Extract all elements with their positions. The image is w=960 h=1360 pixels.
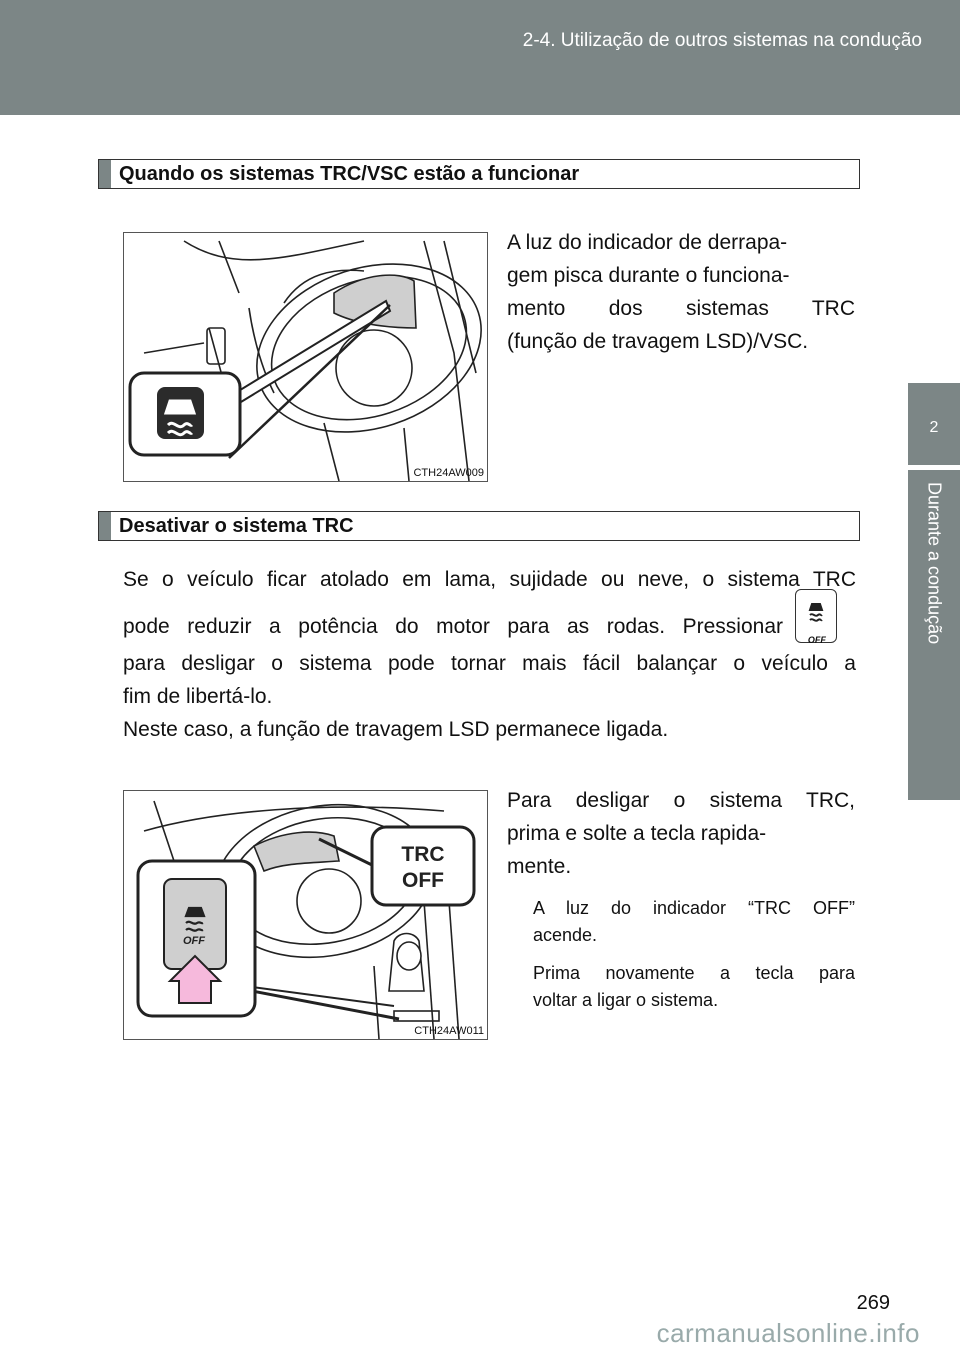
figure-trc-off-switch	[123, 790, 488, 1040]
figure-code: CTH24AW011	[414, 1025, 484, 1037]
section-heading-text: Desativar o sistema TRC	[119, 515, 354, 537]
disable-trc-instructions: Para desligar o sistema TRC, prima e solte a tecla rapida- mente.	[507, 789, 855, 878]
side-tab-number: 2	[908, 383, 960, 465]
side-tab-label: Durante a condução	[924, 482, 945, 645]
section-heading-trc-vsc	[98, 159, 860, 189]
side-tab	[908, 470, 960, 800]
trc-off-switch-illustration	[124, 791, 487, 1039]
page-header	[0, 0, 960, 115]
section-heading-disable-trc	[98, 511, 860, 541]
watermark: carmanualsonline.info	[656, 1318, 920, 1348]
slip-indicator-description: A luz do indicador de derrapa- gem pisca durante o funciona- mento dos sistemas TRC (função de travagem LSD)/VSC.	[507, 231, 855, 353]
page-number: 269	[856, 1292, 890, 1314]
section-heading-text: Quando os sistemas TRC/VSC estão a funcionar	[119, 163, 580, 185]
switch-off-label: OFF	[183, 935, 205, 947]
callout-trc-label: TRC	[401, 843, 445, 866]
note-press-again: Prima novamente a tecla para voltar a ligar o sistema.	[533, 963, 855, 1010]
figure-dashboard-slip-indicator	[123, 232, 488, 482]
figure-code: CTH24AW009	[413, 467, 484, 479]
disable-trc-paragraph: Se o veículo ficar atolado em lama, sujidade ou neve, o sistema TRC pode reduzir a potência do motor para as rodas. Pressionar OFF para desligar o sistema pode tornar mais fácil balançar o veículo a fim de libertá-lo. Neste caso, a função de travagem LSD permanece ligada.	[123, 568, 856, 742]
trc-off-key-icon	[795, 589, 837, 646]
callout-off-label: OFF	[402, 869, 444, 892]
note-indicator-lights: A luz do indicador “TRC OFF” acende.	[533, 898, 855, 945]
chapter-title: 2-4. Utilização de outros sistemas na condução	[522, 30, 922, 51]
dashboard-illustration	[124, 233, 487, 481]
key-off-label: OFF	[807, 635, 826, 646]
